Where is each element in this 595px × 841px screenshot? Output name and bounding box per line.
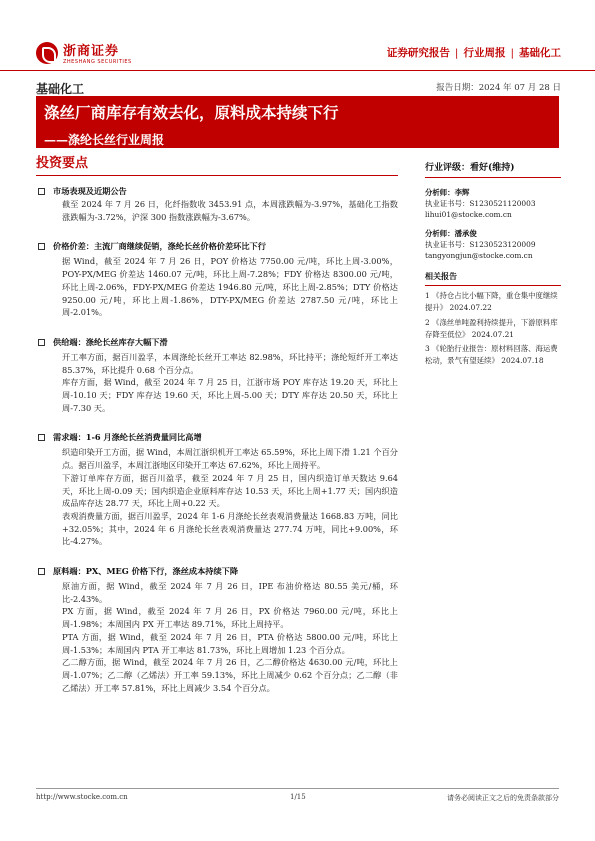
bullet-square-icon xyxy=(38,434,45,441)
block-market xyxy=(36,185,398,223)
block-heading: 原料端：PX、MEG 价格下行，涤丝成本持续下降 xyxy=(53,566,239,577)
block-paragraph: 下游订单库存方面，据百川盈孚，截至 2024 年 7 月 25 日，国内织造订单天数达 9.64 天，环比上周-0.09 天；国内织造企业原料库存达 10.53 天，环比上周+1.77 天；国内织造成品库存达 28.77 天，环比上周+0.22 天。 xyxy=(62,472,398,509)
report-date: 报告日期：2024 年 07 月 28 日 xyxy=(436,83,561,93)
breadcrumb: 证券研究报告 | 行业周报 | 基础化工 xyxy=(386,47,561,59)
bullet-square-icon xyxy=(38,339,45,346)
analyst-card xyxy=(425,228,561,261)
bullet-square-icon xyxy=(38,243,45,250)
related-reports-title: 相关报告 xyxy=(425,271,561,286)
block-paragraph: 库存方面，据 Wind，截至 2024 年 7 月 25 日，江浙市场 POY 库存达 19.20 天，环比上周-10.10 天；FDY 库存达 19.60 天，环比上周-5.00 天；DTY 库存达 20.50 天，环比上周-7.30 天。 xyxy=(62,377,398,413)
block-heading: 市场表现及近期公告 xyxy=(53,186,127,196)
analyst-name: 分析师：李辉 xyxy=(425,188,470,197)
block-paragraph: 表观消费量方面，据百川盈孚，2024 年 1-6 月涤纶长丝表观消费量达 1668.83 万吨，同比+32.05%；其中，2024 年 6 月涤纶长丝表观消费量达 277.74 万吨，同比+9.00%，环比-4.27%。 xyxy=(62,510,398,547)
analyst-license: 执业证书号：S1230523120009 xyxy=(425,240,536,249)
related-report-item[interactable]: 1 《持仓占比小幅下降，重仓集中度继续提升》 2024.07.22 xyxy=(425,291,558,313)
section-title: 投资要点 xyxy=(36,152,398,176)
title-banner xyxy=(36,96,559,148)
disclaimer-note: 请务必阅读正文之后的免责条款部分 xyxy=(447,794,559,802)
block-heading: 价格价差：主流厂商继续促销，涤纶长丝价格价差环比下行 xyxy=(53,241,266,252)
bullet-square-icon xyxy=(38,568,45,575)
block-paragraph: 织造印染开工方面，据 Wind，本周江浙织机开工率达 65.59%，环比上周下滑 1.21 个百分点。据百川盈孚，本周江浙地区印染开工率达 67.62%，环比上周持平。 xyxy=(62,447,398,471)
crumb-industry: 基础化工 xyxy=(519,47,561,59)
related-report-item[interactable]: 2 《涤丝单吨盈利持续提升，下游原料库存降至低位》 2024.07.21 xyxy=(425,317,558,339)
company-logo xyxy=(36,40,132,65)
industry-rating: 行业评级：看好(维持) xyxy=(425,160,561,178)
crumb-report-type: 证券研究报告 xyxy=(386,47,450,59)
footer-website-link[interactable]: http://www.stocke.com.cn xyxy=(36,793,128,801)
sidebar xyxy=(425,160,561,368)
bullet-square-icon xyxy=(38,188,45,195)
crumb-weekly: 行业周报 xyxy=(463,47,506,59)
block-paragraph: PTA 方面，据 Wind，截至 2024 年 7 月 26 日，PTA 价格达 5800.00 元/吨，环比上周-1.53%；本周国内 PTA 开工率达 81.73%，环比上周增加 1.23 个百分点。 xyxy=(62,631,398,655)
main-content xyxy=(36,152,398,694)
block-demand xyxy=(36,431,398,548)
block-heading: 需求端：1-6 月涤纶长丝消费量同比高增 xyxy=(53,432,202,443)
page-footer xyxy=(36,788,559,802)
related-report-item[interactable]: 3 《轮胎行业报告：原材料回落、海运费松动，景气有望延续》 2024.07.18 xyxy=(425,344,558,366)
analyst-card xyxy=(425,187,561,220)
block-paragraph: 截至 2024 年 7 月 26 日，化纤指数收 3453.91 点，本周涨跌幅为-3.97%，基础化工指数涨跌幅为-3.72%，沪深 300 指数涨跌幅为-3.67%。 xyxy=(62,199,398,222)
page-subtitle: ——涤纶长丝行业周报 xyxy=(44,133,165,147)
block-heading: 供给端：涤纶长丝库存大幅下滑 xyxy=(53,336,168,347)
page-header xyxy=(0,0,595,70)
logo-english: ZHESHANG SECURITIES xyxy=(63,59,132,65)
header-divider xyxy=(0,70,595,71)
page-title: 涤丝厂商库存有效去化，原料成本持续下行 xyxy=(44,103,339,122)
analyst-email[interactable]: tangyongjun@stocke.com.cn xyxy=(425,251,533,260)
analyst-license: 执业证书号：S1230521120003 xyxy=(425,199,536,208)
analyst-email[interactable]: lihui01@stocke.com.cn xyxy=(425,210,512,219)
block-paragraph: 据 Wind，截至 2024 年 7 月 26 日，POY 价格达 7750.00 元/吨，环比上周-3.00%，POY-PX/MEG 价差达 1460.07 元/吨，环比上周-7.28%；FDY 价格达 8300.00 元/吨，环比上周-2.06%，FDY-PX/MEG 价差达 1946.80 元/吨，环比上周-2.85%；DTY 价格达 9250.00 元/吨，环比上周-1.86%，DTY-PX/MEG 价差达 2787.50 元/吨，环比上周-2.01%。 xyxy=(62,256,398,318)
block-paragraph: 原油方面，据 Wind，截至 2024 年 7 月 26 日，IPE 布油价格达 80.55 美元/桶，环比-2.43%。 xyxy=(62,581,398,604)
logo-mark-icon xyxy=(36,42,58,64)
block-raw-material xyxy=(36,565,398,694)
analyst-name: 分析师：潘承俊 xyxy=(425,229,477,238)
page-number: 1/15 xyxy=(290,793,306,801)
block-paragraph: 开工率方面，据百川盈孚，本周涤纶长丝开工率达 82.98%，环比持平；涤纶短纤开工率达 85.37%，环比提升 0.68 个百分点。 xyxy=(62,351,398,375)
doc-category: 基础化工 xyxy=(36,82,85,96)
block-paragraph: 乙二醇方面，据 Wind，截至 2024 年 7 月 26 日，乙二醇价格达 4630.00 元/吨，环比上周-1.07%；乙二醇（乙烯法）开工率 59.13%，环比上周减少 0.62 个百分点；乙二醇（非乙烯法）开工率 57.81%，环比上周减少 3.54 个百分点。 xyxy=(62,657,398,693)
logo-name: 浙商证券 xyxy=(63,44,120,59)
block-supply xyxy=(36,336,398,415)
block-price xyxy=(36,240,398,319)
block-paragraph: PX 方面，据 Wind，截至 2024 年 7 月 26 日，PX 价格达 7960.00 元/吨，环比上周-1.98%；本周国内 PX 开工率达 89.71%，环比上周持平。 xyxy=(62,606,398,630)
